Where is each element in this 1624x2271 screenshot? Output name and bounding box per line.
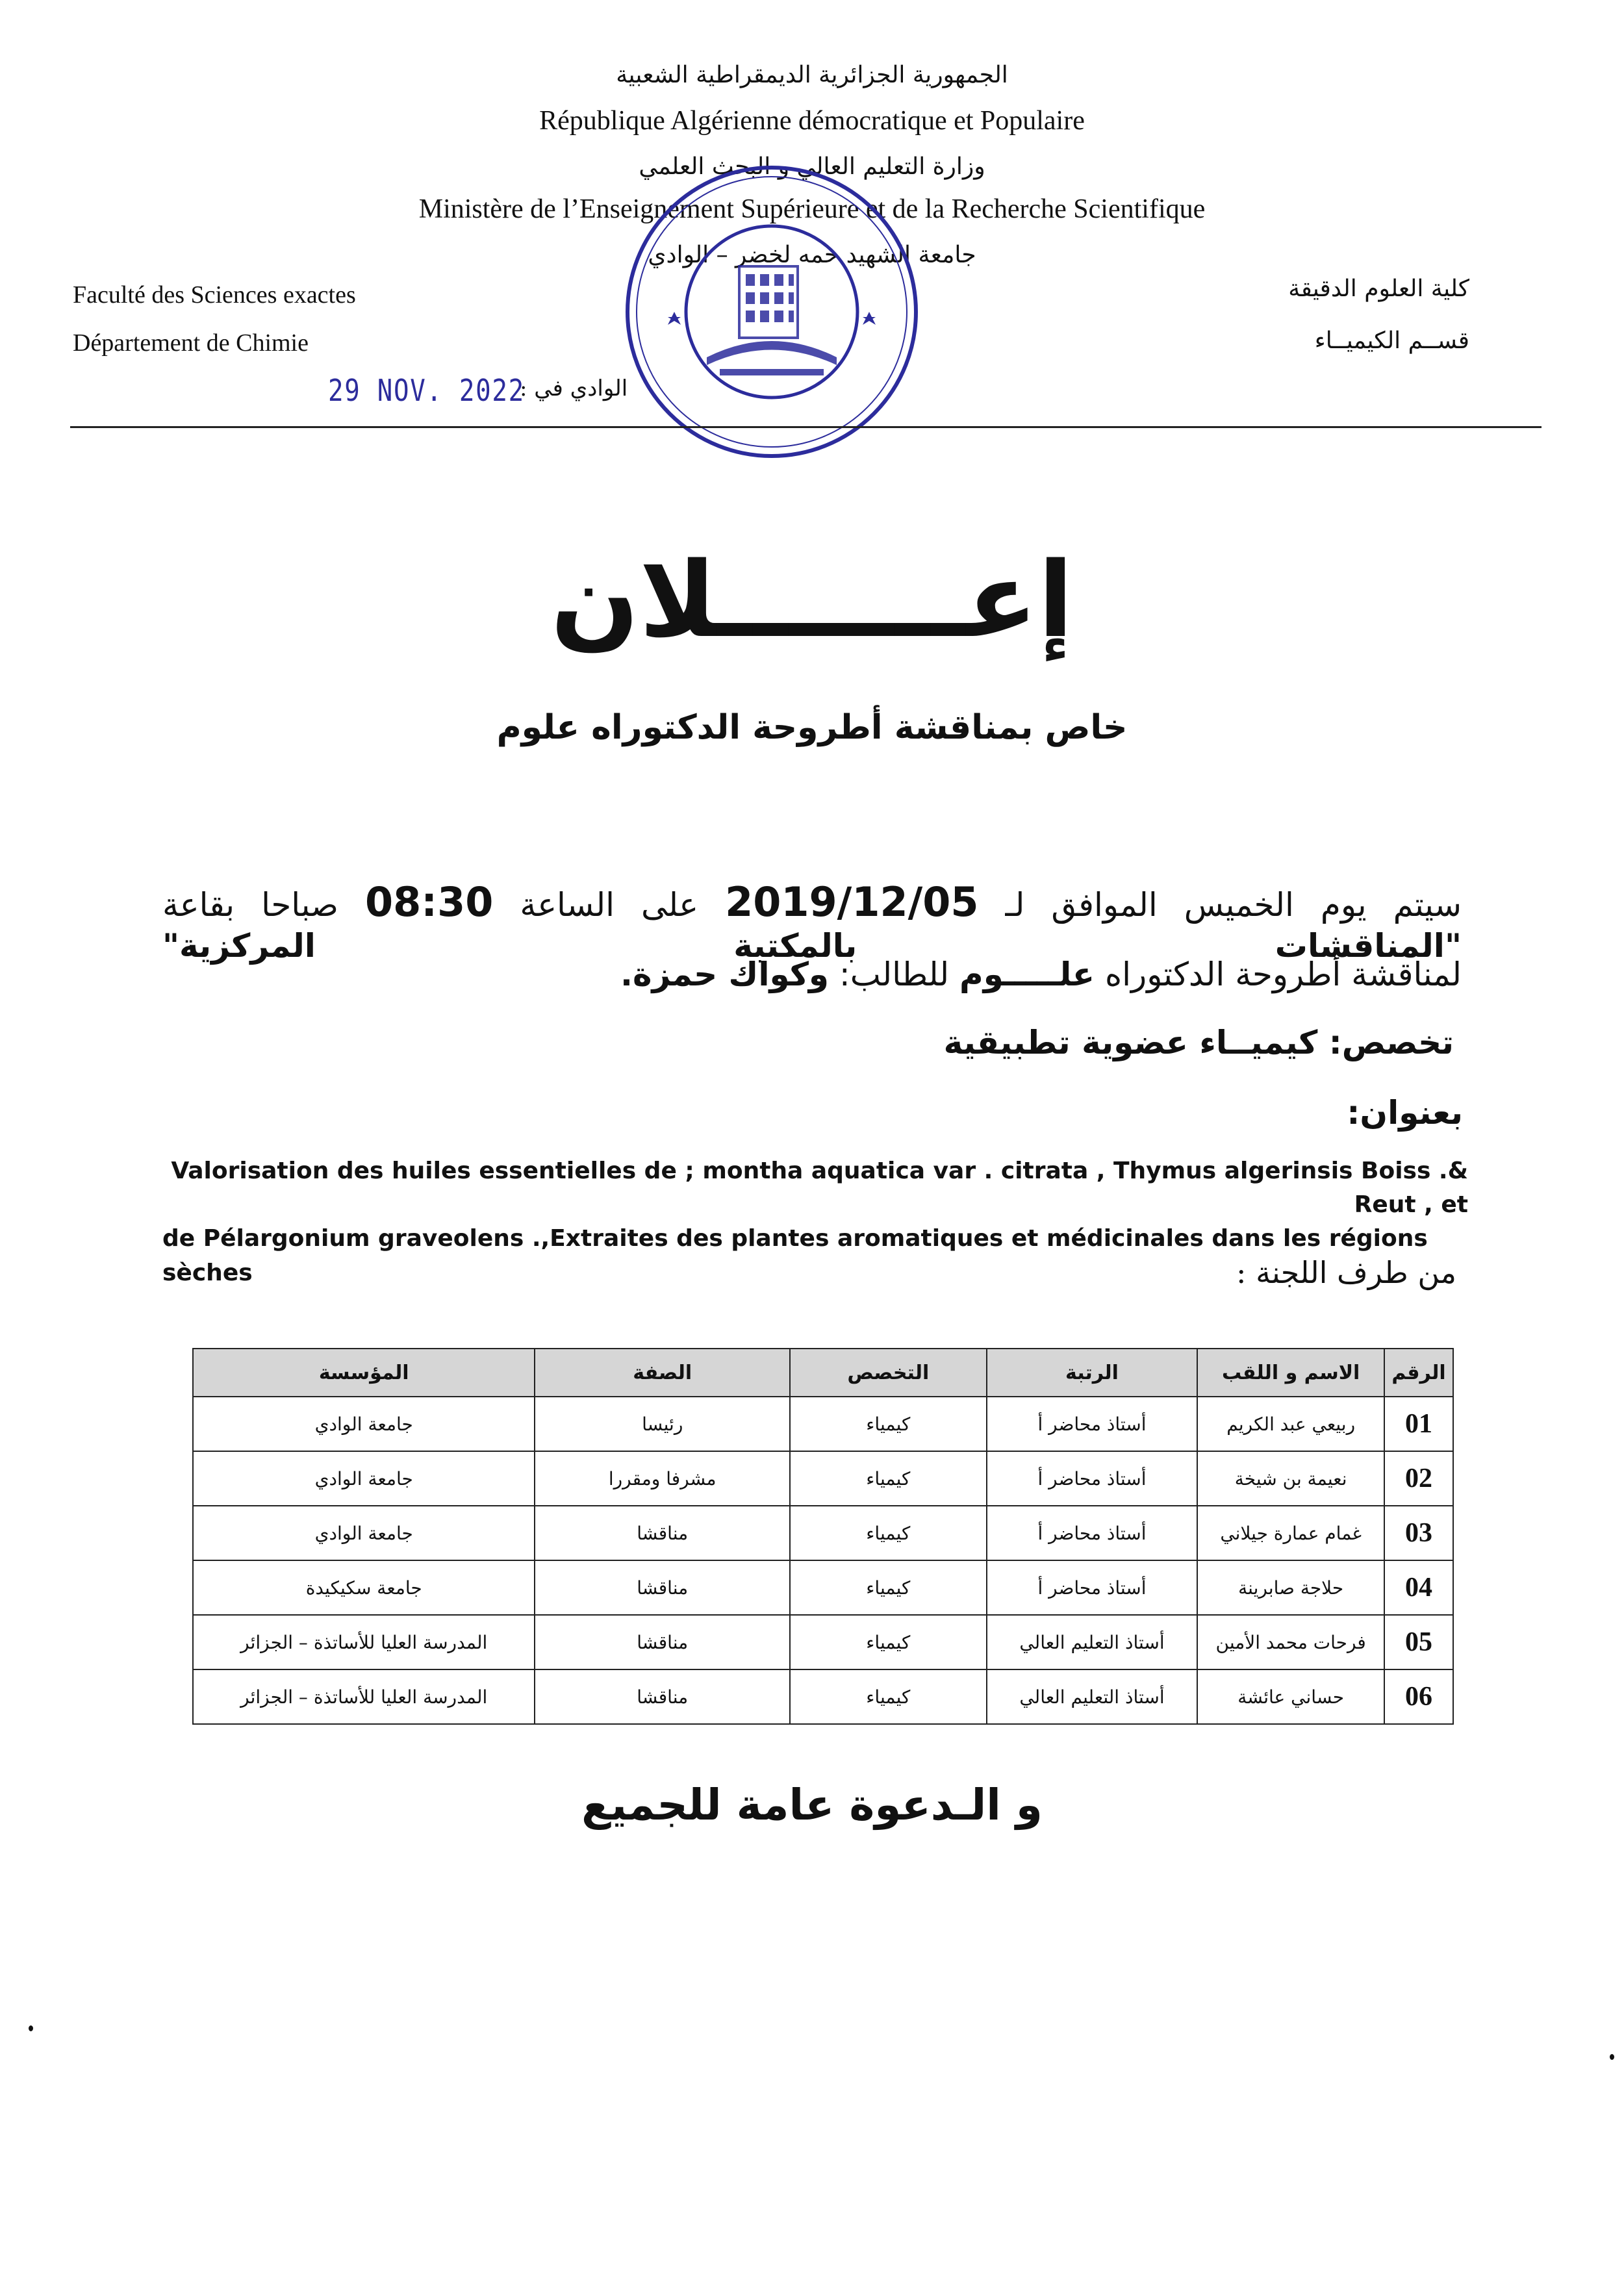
cell-role: رئيسا bbox=[535, 1397, 790, 1451]
defense-details-line2 bbox=[162, 955, 1462, 994]
table-row bbox=[193, 1397, 1453, 1451]
cell-rank: أستاذ محاضر أ bbox=[987, 1451, 1198, 1506]
cell-number: 05 bbox=[1384, 1615, 1453, 1669]
date-label: الوادي في : bbox=[520, 375, 628, 401]
thesis-title-line1: Valorisation des huiles essentielles de ; montha aquatica var . citrata , Thymus algerinsis Boiss .& Reut , et bbox=[171, 1158, 1468, 1219]
table-row bbox=[193, 1560, 1453, 1615]
cell-specialty: كيمياء bbox=[790, 1560, 987, 1615]
defense-hall: "المناقشات بالمكتبة المركزية" bbox=[162, 927, 1462, 965]
thesis-title-label: بعنوان: bbox=[1347, 1094, 1463, 1132]
republic-ar: الجمهورية الجزائرية الديمقراطية الشعبية bbox=[616, 62, 1008, 88]
cell-role: مشرفا ومقررا bbox=[535, 1451, 790, 1506]
header-number: الرقم bbox=[1384, 1349, 1453, 1397]
cell-rank: أستاذ التعليم العالي bbox=[987, 1615, 1198, 1669]
details-defense-of: لمناقشة أطروحة الدكتوراه bbox=[1104, 956, 1462, 993]
date-stamp: 29 NOV. 2022 bbox=[328, 373, 525, 408]
ministry-ar: وزارة التعليم العالي و البحث العلمي bbox=[639, 153, 985, 180]
faculty-fr: Faculté des Sciences exactes bbox=[73, 281, 356, 309]
header-institution: المؤسسة bbox=[193, 1349, 535, 1397]
table-row bbox=[193, 1669, 1453, 1724]
cell-rank: أستاذ محاضر أ bbox=[987, 1560, 1198, 1615]
table-row bbox=[193, 1615, 1453, 1669]
cell-specialty: كيمياء bbox=[790, 1615, 987, 1669]
cell-role: مناقشا bbox=[535, 1506, 790, 1560]
faculty-ar: كلية العلوم الدقيقة bbox=[1288, 275, 1469, 302]
ministry-fr: Ministère de l’Enseignement Supérieure et de la Recherche Scientifique bbox=[418, 194, 1206, 224]
department-ar: قســم الكيميــاء bbox=[1314, 327, 1469, 354]
header-divider bbox=[70, 426, 1542, 428]
details-sciences: علـــــوم bbox=[959, 956, 1095, 993]
cell-name: ربيعي عبد الكريم bbox=[1197, 1397, 1384, 1451]
cell-name: فرحات محمد الأمين bbox=[1197, 1615, 1384, 1669]
cell-role: مناقشا bbox=[535, 1560, 790, 1615]
table-header-row bbox=[193, 1349, 1453, 1397]
table-row bbox=[193, 1451, 1453, 1506]
jury-table bbox=[192, 1348, 1454, 1725]
university-ar: جامعة الشهيد حمه لخضر – الوادي bbox=[648, 242, 976, 268]
cell-institution: جامعة الوادي bbox=[193, 1451, 535, 1506]
cell-rank: أستاذ محاضر أ bbox=[987, 1397, 1198, 1451]
scan-speck bbox=[29, 2025, 33, 2031]
table-row bbox=[193, 1506, 1453, 1560]
cell-specialty: كيمياء bbox=[790, 1451, 987, 1506]
cell-number: 06 bbox=[1384, 1669, 1453, 1724]
scan-speck bbox=[1610, 2054, 1614, 2060]
cell-institution: جامعة سكيكيدة bbox=[193, 1560, 535, 1615]
cell-institution: جامعة الوادي bbox=[193, 1506, 535, 1560]
cell-number: 01 bbox=[1384, 1397, 1453, 1451]
details-in-hall: صباحا بقاعة bbox=[162, 886, 339, 924]
student-name: وكواك حمزة. bbox=[620, 956, 830, 993]
committee-label: من طرف اللجنة : bbox=[1236, 1255, 1456, 1290]
specialty-value: كيميــاء عضوية تطبيقية bbox=[943, 1024, 1318, 1061]
details-at-hour: على الساعة bbox=[520, 886, 699, 924]
thesis-title-line2: de Pélargonium graveolens .,Extraites des plantes aromatiques et médicinales dans les régions sèches bbox=[162, 1225, 1428, 1286]
cell-institution: المدرسة العليا للأساتذة – الجزائر bbox=[193, 1615, 535, 1669]
cell-rank: أستاذ التعليم العالي bbox=[987, 1669, 1198, 1724]
details-prefix: سيتم يوم الخميس الموافق لـ bbox=[1005, 886, 1462, 924]
cell-role: مناقشا bbox=[535, 1615, 790, 1669]
defense-details bbox=[162, 878, 1462, 963]
cell-number: 02 bbox=[1384, 1451, 1453, 1506]
cell-role: مناقشا bbox=[535, 1669, 790, 1724]
cell-institution: جامعة الوادي bbox=[193, 1397, 535, 1451]
public-invitation: و الـدعوة عامة للجميع bbox=[581, 1780, 1043, 1830]
university-seal-icon bbox=[622, 162, 921, 461]
specialty-label: تخصص: bbox=[1328, 1024, 1454, 1061]
cell-number: 03 bbox=[1384, 1506, 1453, 1560]
cell-rank: أستاذ محاضر أ bbox=[987, 1506, 1198, 1560]
cell-specialty: كيمياء bbox=[790, 1669, 987, 1724]
specialty-line bbox=[944, 1024, 1454, 1061]
header-name: الاسم و اللقب bbox=[1197, 1349, 1384, 1397]
cell-name: حساني عائشة bbox=[1197, 1669, 1384, 1724]
department-fr: Département de Chimie bbox=[73, 329, 309, 357]
announcement-title: إعـــــــلان bbox=[550, 539, 1074, 661]
defense-date: 2019/12/05 bbox=[725, 878, 979, 926]
details-for-student: للطالب: bbox=[839, 956, 950, 993]
announcement-subtitle: خاص بمناقشة أطروحة الدكتوراه علوم bbox=[496, 708, 1128, 747]
cell-name: نعيمة بن شيخة bbox=[1197, 1451, 1384, 1506]
defense-time: 08:30 bbox=[365, 878, 494, 926]
republic-fr: République Algérienne démocratique et Populaire bbox=[539, 106, 1085, 136]
cell-number: 04 bbox=[1384, 1560, 1453, 1615]
header-specialty: التخصص bbox=[790, 1349, 987, 1397]
cell-name: حلاجة صابرينة bbox=[1197, 1560, 1384, 1615]
cell-specialty: كيمياء bbox=[790, 1506, 987, 1560]
cell-specialty: كيمياء bbox=[790, 1397, 987, 1451]
cell-name: غمام عمارة جيلاني bbox=[1197, 1506, 1384, 1560]
header-rank: الرتبة bbox=[987, 1349, 1198, 1397]
cell-institution: المدرسة العليا للأساتذة – الجزائر bbox=[193, 1669, 535, 1724]
header-role: الصفة bbox=[535, 1349, 790, 1397]
